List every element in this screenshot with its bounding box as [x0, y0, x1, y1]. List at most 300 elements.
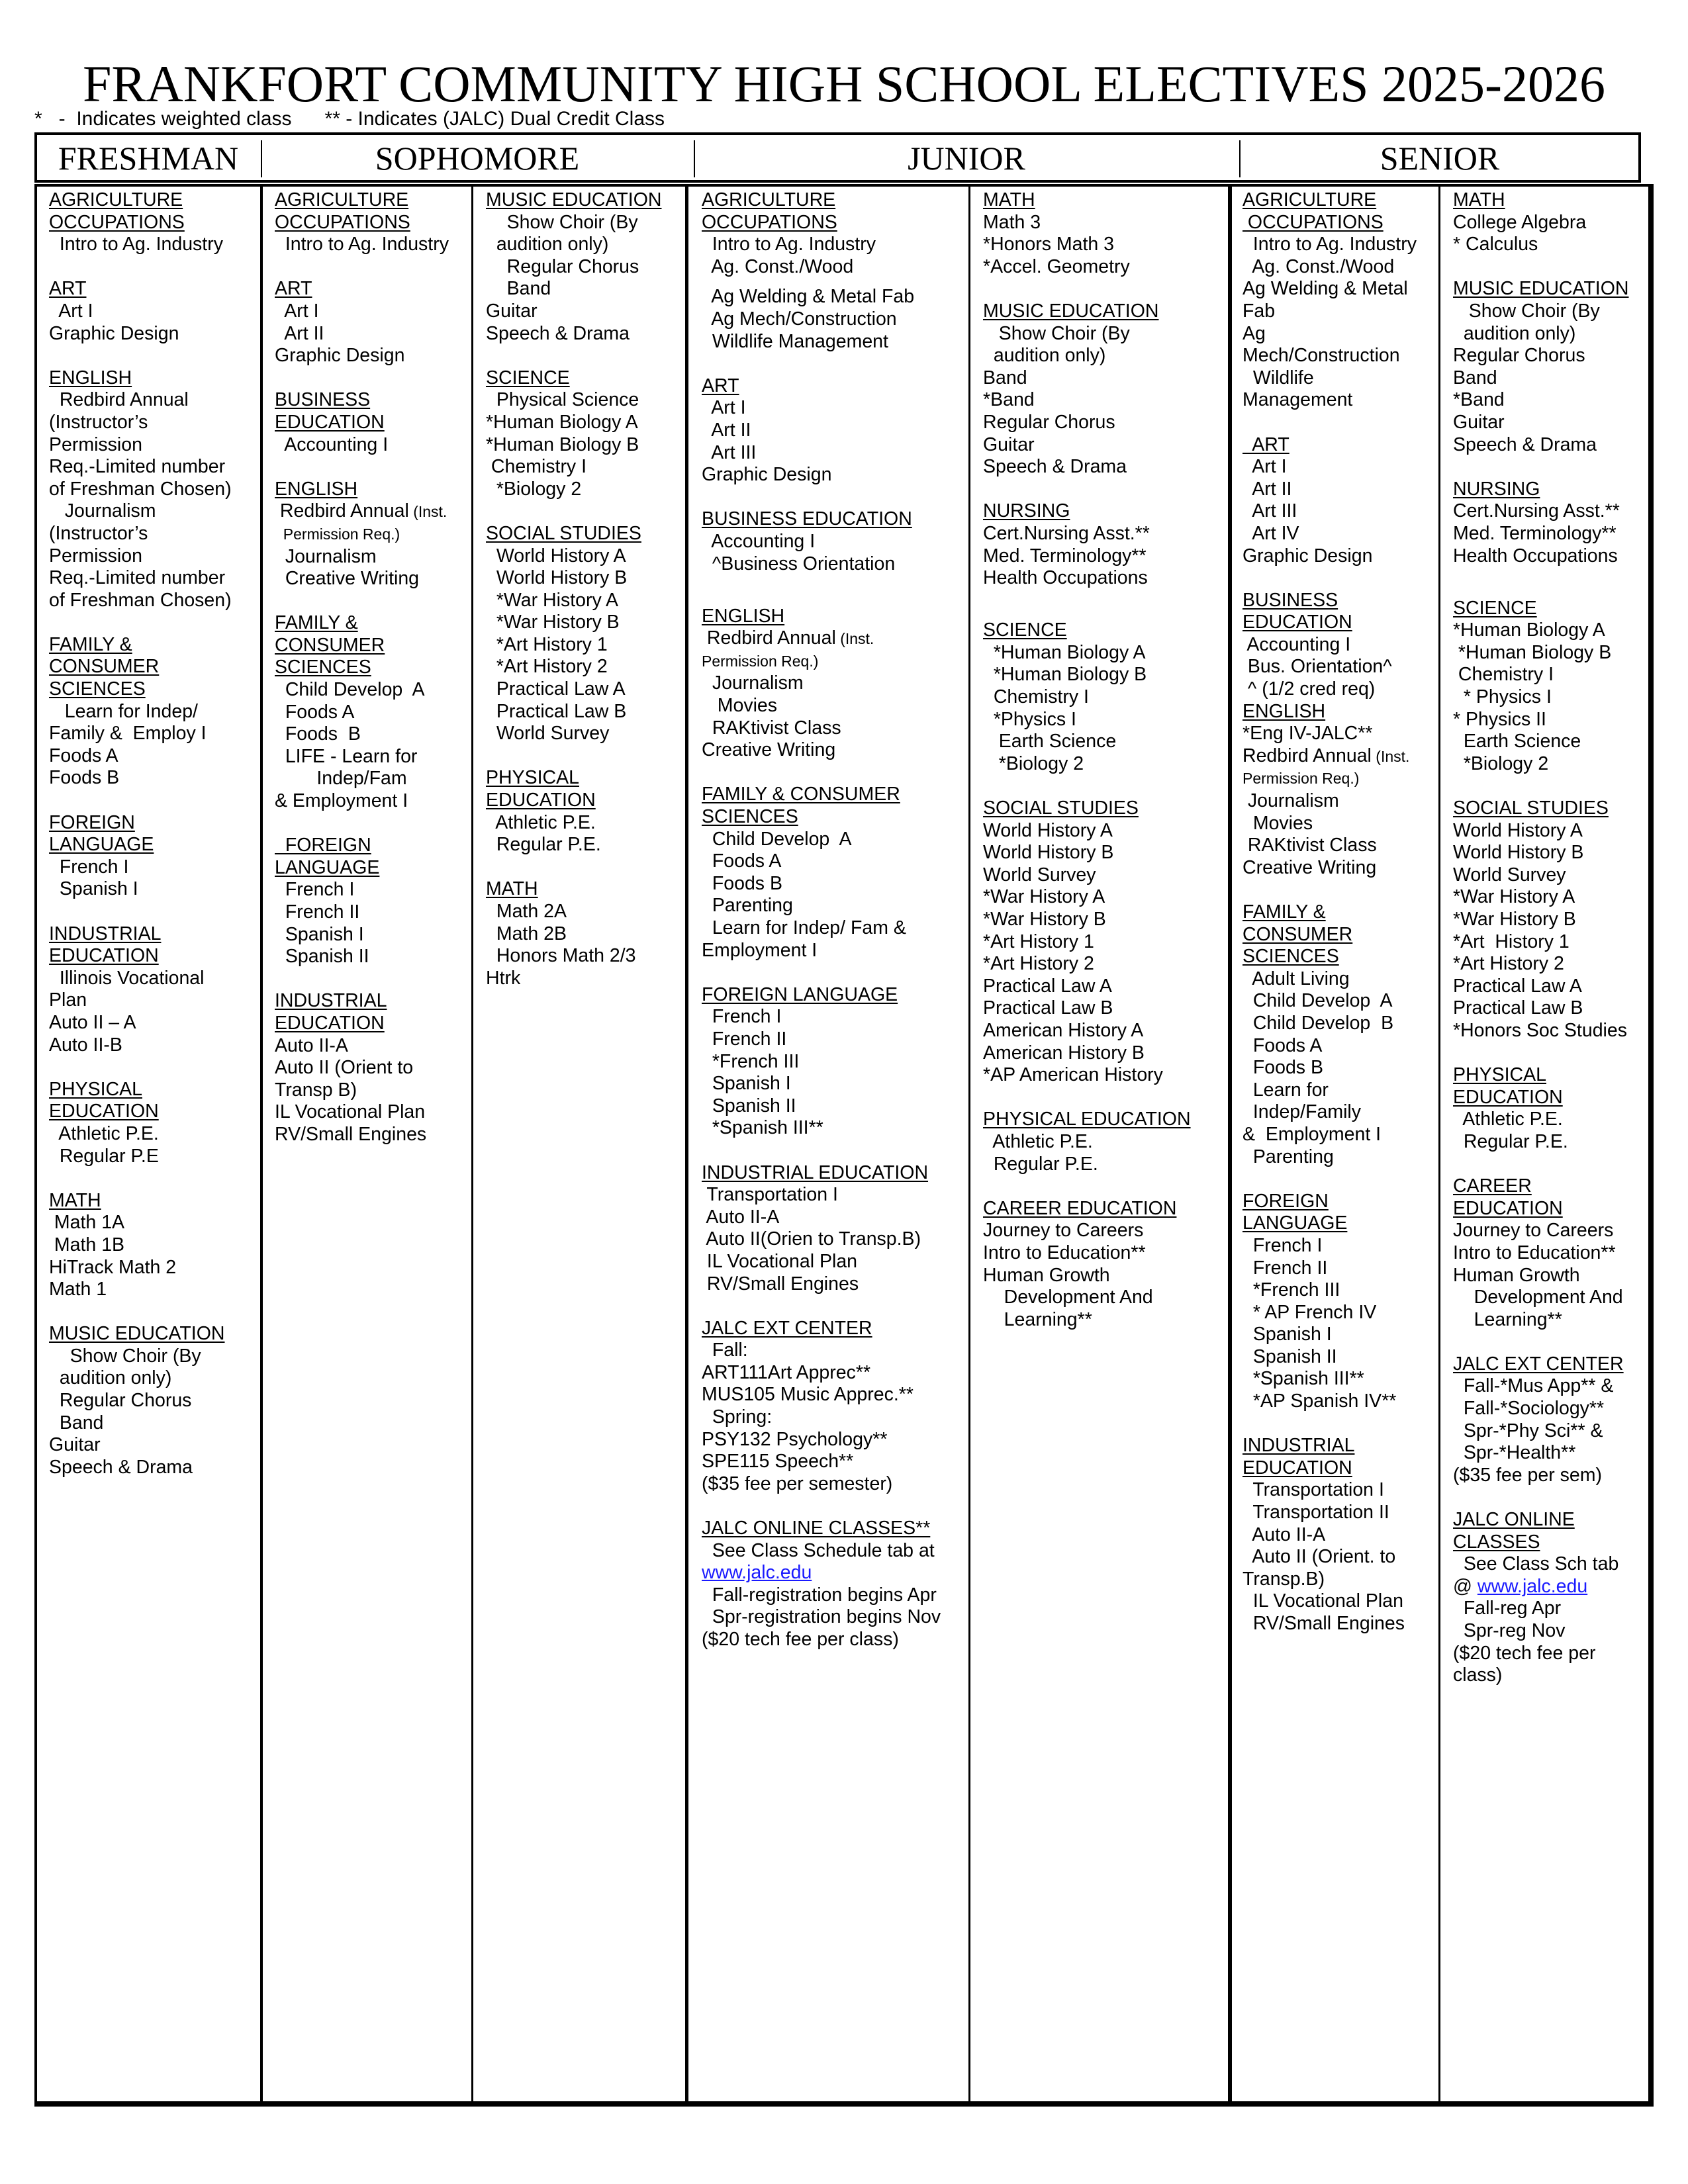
page-title: FRANKFORT COMMUNITY HIGH SCHOOL ELECTIVES 2025-2026 [83, 55, 1605, 113]
sophomore-column-2 [486, 189, 661, 989]
section-heading: INDUSTRIAL [49, 923, 162, 944]
course-item: *Art History 1 [1453, 931, 1570, 952]
course-item: Practical Law B [983, 997, 1113, 1019]
section-heading: ART [702, 375, 739, 396]
course-item: Ag Welding & Metal Fab [702, 286, 915, 308]
course-item: French I [275, 879, 355, 901]
course-item: Art III [1243, 500, 1297, 522]
course-item: Foods A [702, 850, 782, 872]
course-item: Htrk [486, 967, 521, 989]
course-item: Speech & Drama [1453, 433, 1597, 455]
course-item: French I [49, 856, 129, 878]
course-item: French I [1243, 1234, 1323, 1256]
freshman-column [49, 189, 232, 1479]
course-item: Development And [1453, 1287, 1623, 1308]
course-item: Human Growth [1453, 1264, 1580, 1286]
course-item: Band [486, 278, 551, 300]
course-item: Parenting [702, 895, 793, 917]
course-item: *AP Spanish IV** [1243, 1390, 1397, 1412]
section-heading: LANGUAGE [1243, 1212, 1348, 1234]
course-item: Honors Math 2/3 [486, 945, 636, 967]
course-name: Redbird Annual [275, 500, 409, 522]
course-item: Intro to Ag. Industry [275, 234, 449, 255]
course-item: (Instructor’s [49, 411, 148, 433]
course-item: Regular Chorus [49, 1390, 192, 1412]
course-item: Journalism [1243, 790, 1339, 812]
course-item: Regular P.E. [486, 834, 601, 856]
course-item: Transportation I [1243, 1479, 1384, 1501]
course-item: ($20 tech fee per class) [702, 1629, 899, 1650]
course-item: RAKtivist Class [702, 717, 841, 739]
course-item: Graphic Design [1243, 545, 1373, 567]
course-item [1453, 1576, 1628, 1598]
course-item: World History B [486, 567, 628, 589]
course-item: Show Choir (By [49, 1345, 201, 1367]
course-item: Fall-reg Apr [1453, 1598, 1562, 1619]
course-item: RV/Small Engines [275, 1123, 427, 1145]
course-item: Earth Science [1453, 731, 1581, 752]
course-item: Practical Law A [486, 678, 626, 700]
course-item: ($35 fee per sem) [1453, 1464, 1602, 1486]
course-item: Fall-*Mus App** & [1453, 1375, 1614, 1397]
section-heading: JALC ONLINE CLASSES** [702, 1518, 931, 1539]
course-item: Transportation I [702, 1184, 838, 1206]
course-item: MUS105 Music Apprec.** [702, 1384, 914, 1406]
course-item: Spanish I [1243, 1324, 1332, 1345]
course-note: Permission Req.) [1243, 770, 1360, 788]
section-heading: PHYSICAL EDUCATION [983, 1109, 1191, 1130]
course-item: Transp.B) [1243, 1568, 1325, 1590]
course-item: Guitar [1453, 411, 1505, 433]
course-item: Guitar [983, 433, 1035, 455]
course-item: Human Growth [983, 1264, 1110, 1286]
section-heading: AGRICULTURE [702, 189, 836, 210]
section-heading: EDUCATION [486, 790, 596, 811]
course-name: Redbird Annual [702, 627, 836, 649]
section-heading: OCCUPATIONS [1243, 211, 1383, 233]
course-item: French II [275, 901, 360, 923]
course-item: Auto II – A [49, 1011, 136, 1033]
section-heading: SCIENCES [702, 806, 798, 828]
course-item: American History A [983, 1019, 1144, 1041]
course-item: HiTrack Math 2 [49, 1256, 177, 1278]
course-item: Creative Writing [702, 739, 836, 761]
course-item: Art II [1243, 478, 1292, 500]
course-item: French II [702, 1028, 787, 1050]
course-item: RV/Small Engines [1243, 1613, 1405, 1634]
grade-header-junior: JUNIOR [908, 140, 1025, 177]
course-item: Spr-*Phy Sci** & [1453, 1420, 1603, 1441]
course-item: Intro to Education** [1453, 1242, 1616, 1263]
section-heading: CAREER [1453, 1175, 1532, 1197]
grade-header-freshman: FRESHMAN [58, 140, 239, 177]
course-item: College Algebra [1453, 211, 1587, 233]
course-item: Med. Terminology** [983, 545, 1147, 567]
course-item: Mech/Construction [1243, 345, 1400, 367]
jalc-website-link[interactable]: www.jalc.edu [702, 1562, 812, 1584]
grade-header-senior: SENIOR [1380, 140, 1500, 177]
course-item: *Biology 2 [1453, 752, 1549, 774]
course-item: ($20 tech fee per [1453, 1642, 1596, 1664]
course-item: *War History B [983, 909, 1106, 930]
course-note: Permission Req.) [702, 652, 819, 670]
course-item: Speech & Drama [486, 322, 630, 344]
section-heading: SCIENCE [983, 619, 1067, 641]
course-item: World Survey [486, 723, 610, 745]
course-item: *War History A [1453, 886, 1575, 908]
course-item: Art III [702, 441, 757, 463]
course-item: Regular Chorus [486, 255, 639, 277]
course-item: *Human Biology B [1453, 641, 1612, 663]
course-item: Health Occupations [983, 567, 1148, 589]
course-item: *Human Biology B [486, 433, 639, 455]
course-item: audition only) [49, 1367, 172, 1389]
section-heading: FAMILY & CONSUMER [702, 784, 900, 805]
course-item: & Employment I [1243, 1123, 1382, 1145]
course-item: Show Choir (By [1453, 300, 1600, 322]
section-heading: EDUCATION [49, 1101, 159, 1122]
section-heading: LANGUAGE [49, 834, 154, 856]
jalc-website-link[interactable]: www.jalc.edu [1477, 1575, 1588, 1597]
course-item: *Honors Soc Studies [1453, 1019, 1627, 1041]
course-item: Spanish I [702, 1073, 791, 1095]
course-item: *Human Biology A [1453, 619, 1605, 641]
course-item: Req.-Limited number [49, 456, 226, 478]
section-heading: FAMILY & [275, 612, 358, 634]
course-item: of Freshman Chosen) [49, 478, 232, 500]
course-item: *War History A [983, 886, 1105, 908]
section-heading: INDUSTRIAL [1243, 1435, 1355, 1457]
course-item: Graphic Design [275, 345, 405, 367]
course-item: Transp B) [275, 1079, 357, 1101]
section-heading: INDUSTRIAL [275, 990, 387, 1012]
course-item: *Art History 1 [486, 633, 608, 655]
section-heading: SCIENCES [1243, 946, 1339, 968]
course-item: *Physics I [983, 708, 1076, 730]
course-item: Spr-registration begins Nov [702, 1606, 941, 1628]
course-item: Auto II (Orient to [275, 1057, 414, 1079]
section-heading: ENGLISH [49, 367, 132, 388]
section-heading: CAREER EDUCATION [983, 1197, 1177, 1219]
course-item: Parenting [1243, 1146, 1334, 1167]
section-heading: MATH [983, 189, 1035, 210]
section-heading: CLASSES [1453, 1531, 1540, 1553]
course-item: Spr-*Health** [1453, 1442, 1576, 1464]
course-item: Spring: [702, 1406, 773, 1428]
course-item: Req.-Limited number [49, 567, 226, 589]
course-item [275, 500, 449, 523]
course-item: & Employment I [275, 790, 408, 812]
course-item: American History B [983, 1042, 1145, 1064]
course-item: Practical Law B [1453, 997, 1583, 1019]
course-item: Band [983, 367, 1027, 388]
course-item: Regular Chorus [983, 411, 1115, 433]
course-item: Indep/Fam [275, 768, 407, 790]
senior-column-1 [1243, 189, 1417, 1635]
course-item: Chemistry I [1453, 664, 1554, 686]
course-item: *Human Biology A [486, 411, 638, 433]
course-item [702, 627, 941, 651]
course-item: Auto II-B [49, 1034, 122, 1056]
course-item: Journalism [275, 545, 377, 567]
section-heading: SCIENCE [1453, 597, 1537, 619]
course-item: Physical Science [486, 389, 639, 411]
course-item: *Human Biology B [983, 664, 1147, 686]
section-heading: AGRICULTURE [275, 189, 409, 210]
course-item: Movies [1243, 812, 1313, 834]
course-item: Employment I [702, 939, 818, 961]
course-item: Math 1B [49, 1234, 125, 1255]
section-heading: ENGLISH [1243, 700, 1326, 722]
course-item: *French III [702, 1050, 800, 1072]
column-divider [685, 185, 688, 2105]
course-item: Learn for Indep/ [49, 700, 198, 722]
course-item: Ag. Const./Wood [702, 255, 854, 277]
course-item: *War History A [486, 589, 619, 611]
course-item: Spanish II [702, 1095, 796, 1116]
at-symbol: @ [1453, 1575, 1477, 1597]
course-item: *French III [1243, 1279, 1340, 1301]
section-heading: AGRICULTURE [1243, 189, 1377, 210]
course-item: *Art History 2 [983, 953, 1094, 975]
course-note: (Inst. [835, 630, 874, 648]
course-item: Intro to Ag. Industry [702, 234, 876, 255]
course-item: Spanish I [275, 923, 364, 945]
section-heading: MUSIC EDUCATION [983, 300, 1159, 322]
course-item: Accounting I [1243, 633, 1351, 655]
section-heading: FAMILY & [49, 633, 132, 655]
section-heading: SOCIAL STUDIES [983, 797, 1139, 819]
course-item: Foods A [275, 701, 355, 723]
course-item: Ag. Const./Wood [1243, 255, 1395, 277]
course-item: Athletic P.E. [486, 811, 596, 833]
course-item: Development And [983, 1287, 1153, 1308]
course-item: Graphic Design [49, 322, 179, 344]
course-item: PSY132 Psychology** [702, 1428, 888, 1450]
course-item: *AP American History [983, 1064, 1163, 1086]
course-item: Regular Chorus [1453, 345, 1585, 367]
course-item: Art IV [1243, 522, 1299, 544]
course-item: *Band [983, 389, 1035, 411]
course-item: Auto II-A [1243, 1524, 1326, 1545]
course-item: See Class Schedule tab at [702, 1539, 935, 1561]
course-item: Fall-*Sociology** [1453, 1398, 1605, 1420]
course-item: ^ (1/2 cred req) [1243, 678, 1376, 700]
course-item: Adult Living [1243, 968, 1350, 989]
course-item: Art I [275, 300, 319, 322]
section-heading: JALC EXT CENTER [702, 1317, 872, 1339]
course-item: IL Vocational Plan [1243, 1590, 1403, 1612]
section-heading: ENGLISH [702, 605, 785, 627]
course-item: *Spanish III** [1243, 1368, 1364, 1390]
course-item: * Physics II [1453, 708, 1546, 730]
course-item: Learn for Indep/ Fam & [702, 917, 906, 938]
course-item: *Biology 2 [983, 752, 1084, 774]
course-item: Speech & Drama [49, 1456, 193, 1478]
course-item: World Survey [1453, 864, 1566, 886]
course-item: World History A [1453, 819, 1583, 841]
course-item: Creative Writing [1243, 856, 1377, 878]
course-item: (Instructor’s [49, 522, 148, 544]
course-item: Plan [49, 989, 87, 1011]
course-item: *War History B [486, 612, 620, 633]
course-item: ($35 fee per semester) [702, 1473, 893, 1494]
section-heading: INDUSTRIAL EDUCATION [702, 1161, 929, 1183]
course-item: Foods A [1243, 1034, 1323, 1056]
section-heading: EDUCATION [49, 945, 159, 967]
course-item: LIFE - Learn for [275, 745, 418, 767]
course-item: Math 1 [49, 1279, 107, 1300]
course-item: Auto II (Orient. to [1243, 1546, 1396, 1568]
section-heading: SCIENCES [275, 657, 371, 678]
course-item: *Biology 2 [486, 478, 582, 500]
course-item: Graphic Design [702, 464, 832, 486]
course-item: Creative Writing [275, 568, 420, 590]
section-heading: CONSUMER [1243, 923, 1353, 945]
course-item: Bus. Orientation^ [1243, 656, 1392, 678]
course-item: Guitar [486, 300, 538, 322]
course-item: Transportation II [1243, 1502, 1389, 1524]
course-item: Guitar [49, 1434, 101, 1456]
course-item: Family & Employ I [49, 723, 207, 745]
course-item: Health Occupations [1453, 545, 1618, 567]
course-item: RAKtivist Class [1243, 835, 1377, 856]
section-heading: MUSIC EDUCATION [486, 189, 662, 210]
section-heading: SCIENCE [486, 367, 570, 388]
course-item: Fall-registration begins Apr [702, 1584, 937, 1606]
section-heading: FOREIGN [275, 835, 371, 856]
course-item: Regular P.E. [983, 1153, 1098, 1175]
course-item: audition only) [1453, 322, 1576, 344]
course-item: World History B [1453, 842, 1584, 864]
section-heading: JALC EXT CENTER [1453, 1353, 1624, 1375]
section-heading: FAMILY & [1243, 901, 1326, 923]
section-heading: ART [1243, 433, 1289, 455]
course-item: Foods A [49, 745, 118, 766]
course-item: Regular P.E. [1453, 1130, 1568, 1152]
course-item: Redbird Annual [49, 389, 189, 411]
section-heading: CONSUMER [275, 634, 385, 656]
section-heading: EDUCATION [275, 1012, 385, 1034]
course-item: Ag [1243, 322, 1266, 344]
section-heading: ART [49, 278, 87, 300]
section-heading: MATH [1453, 189, 1505, 210]
course-item: *Art History 2 [1453, 953, 1564, 975]
course-item: Indep/Family [1243, 1101, 1361, 1123]
course-item: Learning** [1453, 1308, 1562, 1330]
course-item: Intro to Ag. Industry [1243, 234, 1417, 255]
course-item: Movies [702, 695, 778, 717]
course-item: Math 2A [486, 901, 567, 922]
section-heading: FOREIGN LANGUAGE [702, 983, 898, 1005]
course-item: Regular P.E [49, 1145, 159, 1167]
course-item: Child Develop B [1243, 1012, 1394, 1034]
course-item: Art I [49, 300, 93, 322]
course-item: RV/Small Engines [702, 1273, 859, 1295]
course-note: (Inst. [1371, 747, 1410, 765]
course-item: Fall: [702, 1340, 748, 1361]
course-item: Accounting I [275, 433, 389, 455]
column-divider [471, 185, 473, 2105]
course-item: Journalism [49, 500, 156, 522]
section-heading: OCCUPATIONS [49, 211, 185, 233]
course-item: * Calculus [1453, 234, 1538, 255]
section-heading: JALC ONLINE [1453, 1509, 1575, 1531]
course-item: IL Vocational Plan [702, 1250, 858, 1272]
course-item [1243, 745, 1417, 768]
course-item: Ag Welding & Metal [1243, 278, 1408, 300]
section-heading: LANGUAGE [275, 856, 380, 878]
course-item: Fab [1243, 300, 1276, 322]
course-item: Med. Terminology** [1453, 522, 1617, 544]
course-item: *Art History 2 [486, 656, 608, 678]
course-item: *Spanish III** [702, 1117, 823, 1139]
course-item: Illinois Vocational [49, 967, 205, 989]
section-heading: BUSINESS [1243, 589, 1338, 611]
section-heading: BUSINESS EDUCATION [702, 508, 912, 530]
course-item: Math 2B [486, 923, 567, 944]
section-heading: OCCUPATIONS [702, 211, 837, 233]
junior-column-2 [983, 189, 1191, 1331]
course-item: * AP French IV [1243, 1301, 1377, 1323]
column-divider [1438, 185, 1440, 2105]
course-item: Foods B [49, 767, 120, 789]
course-item: Wildlife Management [702, 330, 888, 352]
course-item: class) [1453, 1664, 1503, 1686]
course-item: Foods B [702, 872, 782, 894]
section-heading: MATH [486, 878, 538, 900]
section-heading: ENGLISH [275, 478, 358, 500]
course-item: *Band [1453, 389, 1505, 411]
course-item: *Art History 1 [983, 931, 1094, 952]
course-item: Learn for [1243, 1079, 1329, 1101]
course-item: *Human Biology A [983, 641, 1146, 663]
section-heading: NURSING [1453, 478, 1540, 500]
section-heading: EDUCATION [1243, 612, 1352, 633]
course-item: Learning** [983, 1308, 1092, 1330]
course-item: Math 3 [983, 211, 1041, 233]
section-heading: FOREIGN [49, 811, 135, 833]
course-item: ^Business Orientation [702, 553, 896, 574]
course-item: * Physics I [1453, 686, 1552, 708]
course-note: Permission Req.) [275, 525, 400, 543]
course-item: Journalism [702, 672, 804, 694]
course-item: See Class Sch tab [1453, 1553, 1619, 1575]
course-item: Cert.Nursing Asst.** [983, 522, 1150, 544]
section-heading: SOCIAL STUDIES [486, 522, 641, 544]
section-heading: EDUCATION [275, 411, 385, 433]
course-item: Speech & Drama [983, 456, 1127, 478]
course-item: audition only) [983, 345, 1106, 367]
course-item: Intro to Ag. Industry [49, 234, 223, 255]
section-heading: EDUCATION [1243, 1457, 1352, 1479]
course-item: Child Develop A [702, 828, 852, 850]
course-item: Child Develop A [1243, 990, 1393, 1012]
legend: * - Indicates weighted class ** - Indicates (JALC) Dual Credit Class [34, 108, 665, 130]
section-heading: EDUCATION [1453, 1086, 1563, 1108]
course-item: audition only) [486, 234, 609, 255]
course-item: SPE115 Speech** [702, 1451, 854, 1473]
section-heading: CONSUMER [49, 656, 160, 678]
course-item: Band [49, 1412, 104, 1433]
section-heading: EDUCATION [1453, 1197, 1563, 1219]
course-item: French I [702, 1006, 782, 1028]
course-item: Practical Law A [1453, 975, 1582, 997]
column-divider [1228, 185, 1232, 2105]
course-item: of Freshman Chosen) [49, 589, 232, 611]
course-item: Art II [275, 322, 324, 344]
course-item: World Survey [983, 864, 1096, 886]
